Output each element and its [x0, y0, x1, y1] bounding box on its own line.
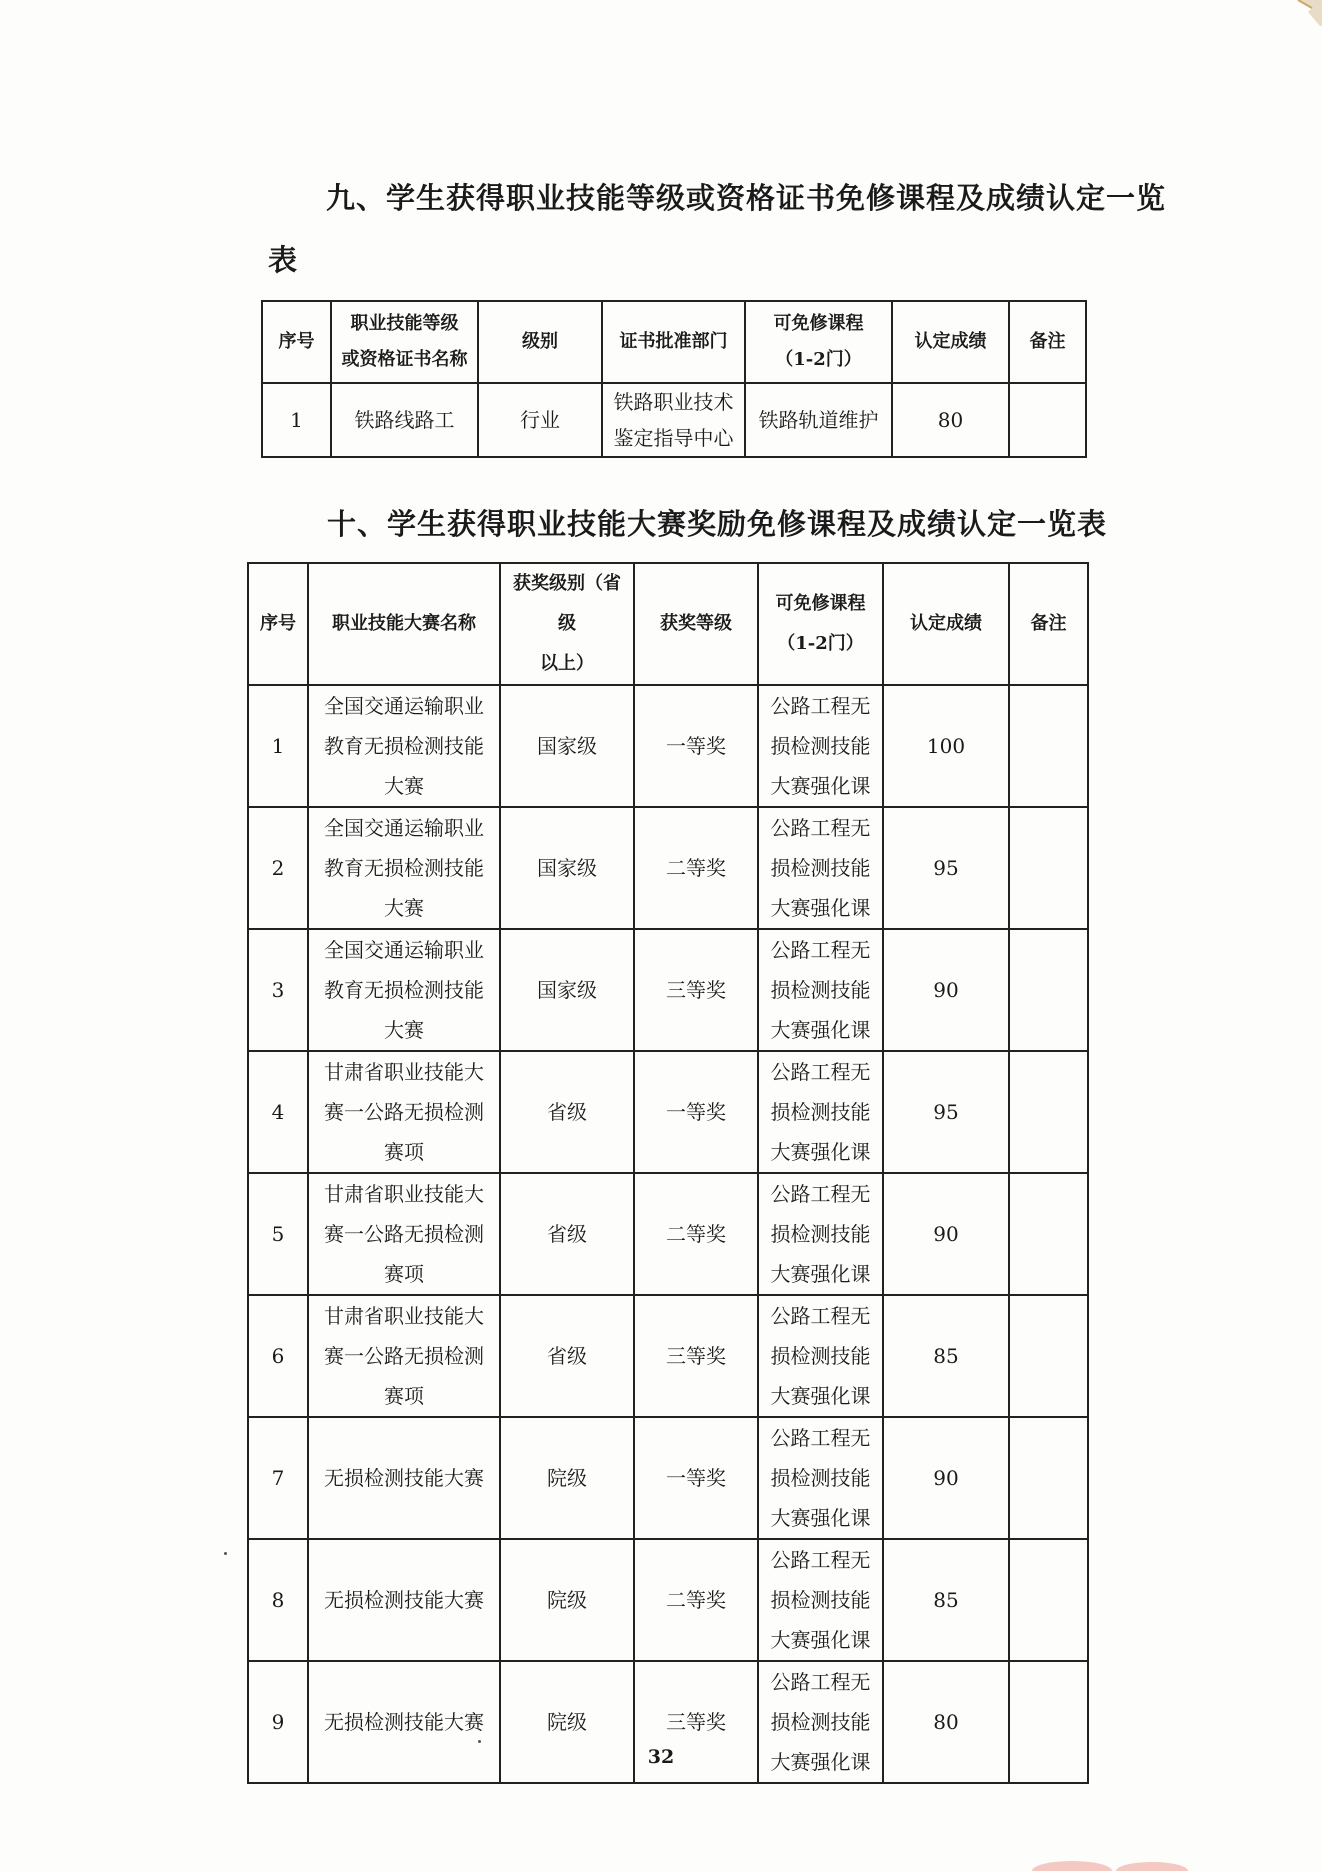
cell-note: [1009, 1295, 1088, 1417]
cell-course-line: 损检测技能: [770, 1710, 871, 1734]
cell-competition-name-line: 甘肃省职业技能大: [324, 1182, 484, 1206]
table-body: [248, 685, 1088, 1783]
cell-prize: 三等奖: [634, 1661, 758, 1783]
cell-competition-name: [308, 1539, 500, 1661]
cell-competition-name-line: 赛项: [384, 1384, 424, 1408]
header-cert-name: [331, 301, 478, 383]
header-award-level-line2: 以上）: [540, 653, 594, 674]
cell-score: 100: [883, 685, 1009, 807]
scan-speck: [478, 1740, 481, 1743]
header-award-level: [500, 563, 634, 685]
cell-course-line: 大赛强化课: [770, 1018, 871, 1042]
cell-no: 2: [248, 807, 308, 929]
cell-competition-name: [308, 1051, 500, 1173]
cell-prize: 一等奖: [634, 1417, 758, 1539]
cell-award-level: 院级: [500, 1417, 634, 1539]
cell-award-level: 院级: [500, 1661, 634, 1783]
cell-no: 3: [248, 929, 308, 1051]
cell-no: 1: [262, 383, 331, 457]
header-level: 级别: [478, 301, 602, 383]
cell-cert-name: 铁路线路工: [331, 383, 478, 457]
table-row: [248, 1051, 1088, 1173]
table-header-row: [262, 301, 1086, 383]
header-note: 备注: [1009, 301, 1086, 383]
table-row: [248, 1173, 1088, 1295]
cell-competition-name-line: 无损检测技能大赛: [324, 1588, 484, 1612]
cell-course-line: 公路工程无: [770, 938, 871, 962]
cell-score: 85: [883, 1295, 1009, 1417]
cell-prize: 三等奖: [634, 1295, 758, 1417]
cell-course-line: 损检测技能: [770, 856, 871, 880]
scan-speck: [224, 1552, 227, 1555]
cell-score: 95: [883, 1051, 1009, 1173]
header-course-line1: 可免修课程: [773, 313, 864, 334]
cell-course: [758, 807, 883, 929]
table-row: [248, 685, 1088, 807]
cell-no: 6: [248, 1295, 308, 1417]
cell-award-level: 国家级: [500, 685, 634, 807]
cell-course-line: 大赛强化课: [770, 1750, 871, 1774]
cell-score: 80: [883, 1661, 1009, 1783]
cell-course-line: 大赛强化课: [770, 1506, 871, 1530]
cell-dept: [602, 383, 745, 457]
cell-note: [1009, 1417, 1088, 1539]
cell-competition-name: [308, 807, 500, 929]
cell-competition-name: [308, 1417, 500, 1539]
cell-competition-name-line: 教育无损检测技能: [324, 978, 484, 1002]
cell-prize: 二等奖: [634, 1173, 758, 1295]
cell-competition-name-line: 赛项: [384, 1140, 424, 1164]
cell-course: [758, 1173, 883, 1295]
table-row: [248, 807, 1088, 929]
cell-no: 4: [248, 1051, 308, 1173]
cell-award-level: 院级: [500, 1539, 634, 1661]
cell-competition-name: [308, 685, 500, 807]
cell-competition-name-line: 赛一公路无损检测: [324, 1344, 484, 1368]
header-cert-name-line1: 职业技能等级: [350, 313, 459, 334]
scan-edge-smudge: [1032, 1847, 1192, 1871]
cell-no: 9: [248, 1661, 308, 1783]
cell-no: 5: [248, 1173, 308, 1295]
cell-course-line: 公路工程无: [770, 1060, 871, 1084]
cell-course-line: 公路工程无: [770, 1426, 871, 1450]
cell-award-level: 省级: [500, 1173, 634, 1295]
cell-competition-name-line: 无损检测技能大赛: [324, 1466, 484, 1490]
cell-course-line: 大赛强化课: [770, 1140, 871, 1164]
cell-course-line: 损检测技能: [770, 1466, 871, 1490]
header-course-line1: 可免修课程: [775, 593, 866, 614]
cell-course-line: 损检测技能: [770, 1588, 871, 1612]
cell-competition-name-line: 无损检测技能大赛: [324, 1710, 484, 1734]
cell-prize: 一等奖: [634, 685, 758, 807]
cell-course-line: 大赛强化课: [770, 896, 871, 920]
page-number: 32: [647, 1746, 675, 1768]
cell-prize: 二等奖: [634, 807, 758, 929]
cell-competition-name-line: 甘肃省职业技能大: [324, 1060, 484, 1084]
cell-score: 80: [892, 383, 1009, 457]
cell-note: [1009, 929, 1088, 1051]
cell-competition-name-line: 全国交通运输职业: [324, 694, 484, 718]
cell-prize: 二等奖: [634, 1539, 758, 1661]
cell-competition-name-line: 甘肃省职业技能大: [324, 1304, 484, 1328]
cell-course-line: 公路工程无: [770, 816, 871, 840]
cell-dept-line2: 鉴定指导中心: [613, 426, 734, 450]
cell-note: [1009, 685, 1088, 807]
cell-competition-name-line: 大赛: [384, 896, 424, 920]
table-row: [248, 1539, 1088, 1661]
cell-score: 90: [883, 1173, 1009, 1295]
cell-course: [758, 685, 883, 807]
scan-corner-mark: [1282, 0, 1322, 26]
cell-no: 8: [248, 1539, 308, 1661]
cell-course-line: 大赛强化课: [770, 1384, 871, 1408]
table-row: [248, 1295, 1088, 1417]
cell-no: 1: [248, 685, 308, 807]
cell-competition-name: [308, 1295, 500, 1417]
cell-competition-name: [308, 1173, 500, 1295]
cell-competition-name-line: 全国交通运输职业: [324, 938, 484, 962]
competition-exemption-table: [247, 562, 1089, 1784]
cell-award-level: 省级: [500, 1051, 634, 1173]
cell-course: [758, 929, 883, 1051]
cell-score: 95: [883, 807, 1009, 929]
cell-competition-name-line: 大赛: [384, 1018, 424, 1042]
cell-prize: 三等奖: [634, 929, 758, 1051]
cell-note: [1009, 807, 1088, 929]
cell-level: 行业: [478, 383, 602, 457]
header-cert-name-line2: 或资格证书名称: [341, 349, 468, 370]
cell-award-level: 国家级: [500, 807, 634, 929]
cell-competition-name: [308, 929, 500, 1051]
header-no: 序号: [262, 301, 331, 383]
cell-score: 85: [883, 1539, 1009, 1661]
cell-score: 90: [883, 929, 1009, 1051]
header-prize: 获奖等级: [634, 563, 758, 685]
cell-course: [758, 1539, 883, 1661]
header-award-level-line1: 获奖级别（省级: [513, 573, 621, 634]
cell-course-line: 公路工程无: [770, 1182, 871, 1206]
cell-score: 90: [883, 1417, 1009, 1539]
cell-course: [758, 1417, 883, 1539]
cell-note: [1009, 1051, 1088, 1173]
cell-course-line: 公路工程无: [770, 1670, 871, 1694]
cell-note: [1009, 1173, 1088, 1295]
header-competition-name: 职业技能大赛名称: [308, 563, 500, 685]
header-course-line2: （1-2门）: [777, 633, 864, 654]
header-course: [745, 301, 892, 383]
cell-course-line: 大赛强化课: [770, 774, 871, 798]
cell-course: [758, 1051, 883, 1173]
cell-course-line: 损检测技能: [770, 734, 871, 758]
header-no: 序号: [248, 563, 308, 685]
header-course-line2: （1-2门）: [775, 349, 862, 370]
cell-note: [1009, 1539, 1088, 1661]
cell-dept-line1: 铁路职业技术: [613, 390, 734, 414]
table-row: [248, 929, 1088, 1051]
cell-note: [1009, 383, 1086, 457]
cell-competition-name-line: 教育无损检测技能: [324, 734, 484, 758]
cell-award-level: 省级: [500, 1295, 634, 1417]
section9-title-line2: 表: [268, 243, 299, 277]
cell-course: 铁路轨道维护: [745, 383, 892, 457]
cell-competition-name-line: 大赛: [384, 774, 424, 798]
cell-course-line: 损检测技能: [770, 1222, 871, 1246]
cell-competition-name-line: 全国交通运输职业: [324, 816, 484, 840]
cell-competition-name-line: 赛一公路无损检测: [324, 1100, 484, 1124]
cell-award-level: 国家级: [500, 929, 634, 1051]
cell-course-line: 大赛强化课: [770, 1628, 871, 1652]
section10-title: 十、学生获得职业技能大赛奖励免修课程及成绩认定一览表: [327, 507, 1108, 541]
cell-course-line: 公路工程无: [770, 1548, 871, 1572]
table-row: [248, 1417, 1088, 1539]
cell-competition-name-line: 教育无损检测技能: [324, 856, 484, 880]
table-header-row: [248, 563, 1088, 685]
section9-title-line1: 九、学生获得职业技能等级或资格证书免修课程及成绩认定一览: [326, 181, 1167, 215]
certificate-exemption-table: [261, 300, 1087, 458]
cell-prize: 一等奖: [634, 1051, 758, 1173]
table-row: [262, 383, 1086, 457]
header-dept: 证书批准部门: [602, 301, 745, 383]
header-course: [758, 563, 883, 685]
cell-no: 7: [248, 1417, 308, 1539]
cell-course-line: 大赛强化课: [770, 1262, 871, 1286]
header-score: 认定成绩: [883, 563, 1009, 685]
cell-course-line: 损检测技能: [770, 1100, 871, 1124]
cell-course-line: 公路工程无: [770, 1304, 871, 1328]
cell-course-line: 损检测技能: [770, 978, 871, 1002]
header-score: 认定成绩: [892, 301, 1009, 383]
cell-course: [758, 1295, 883, 1417]
cell-competition-name-line: 赛一公路无损检测: [324, 1222, 484, 1246]
header-note: 备注: [1009, 563, 1088, 685]
cell-competition-name-line: 赛项: [384, 1262, 424, 1286]
cell-course-line: 损检测技能: [770, 1344, 871, 1368]
cell-course-line: 公路工程无: [770, 694, 871, 718]
